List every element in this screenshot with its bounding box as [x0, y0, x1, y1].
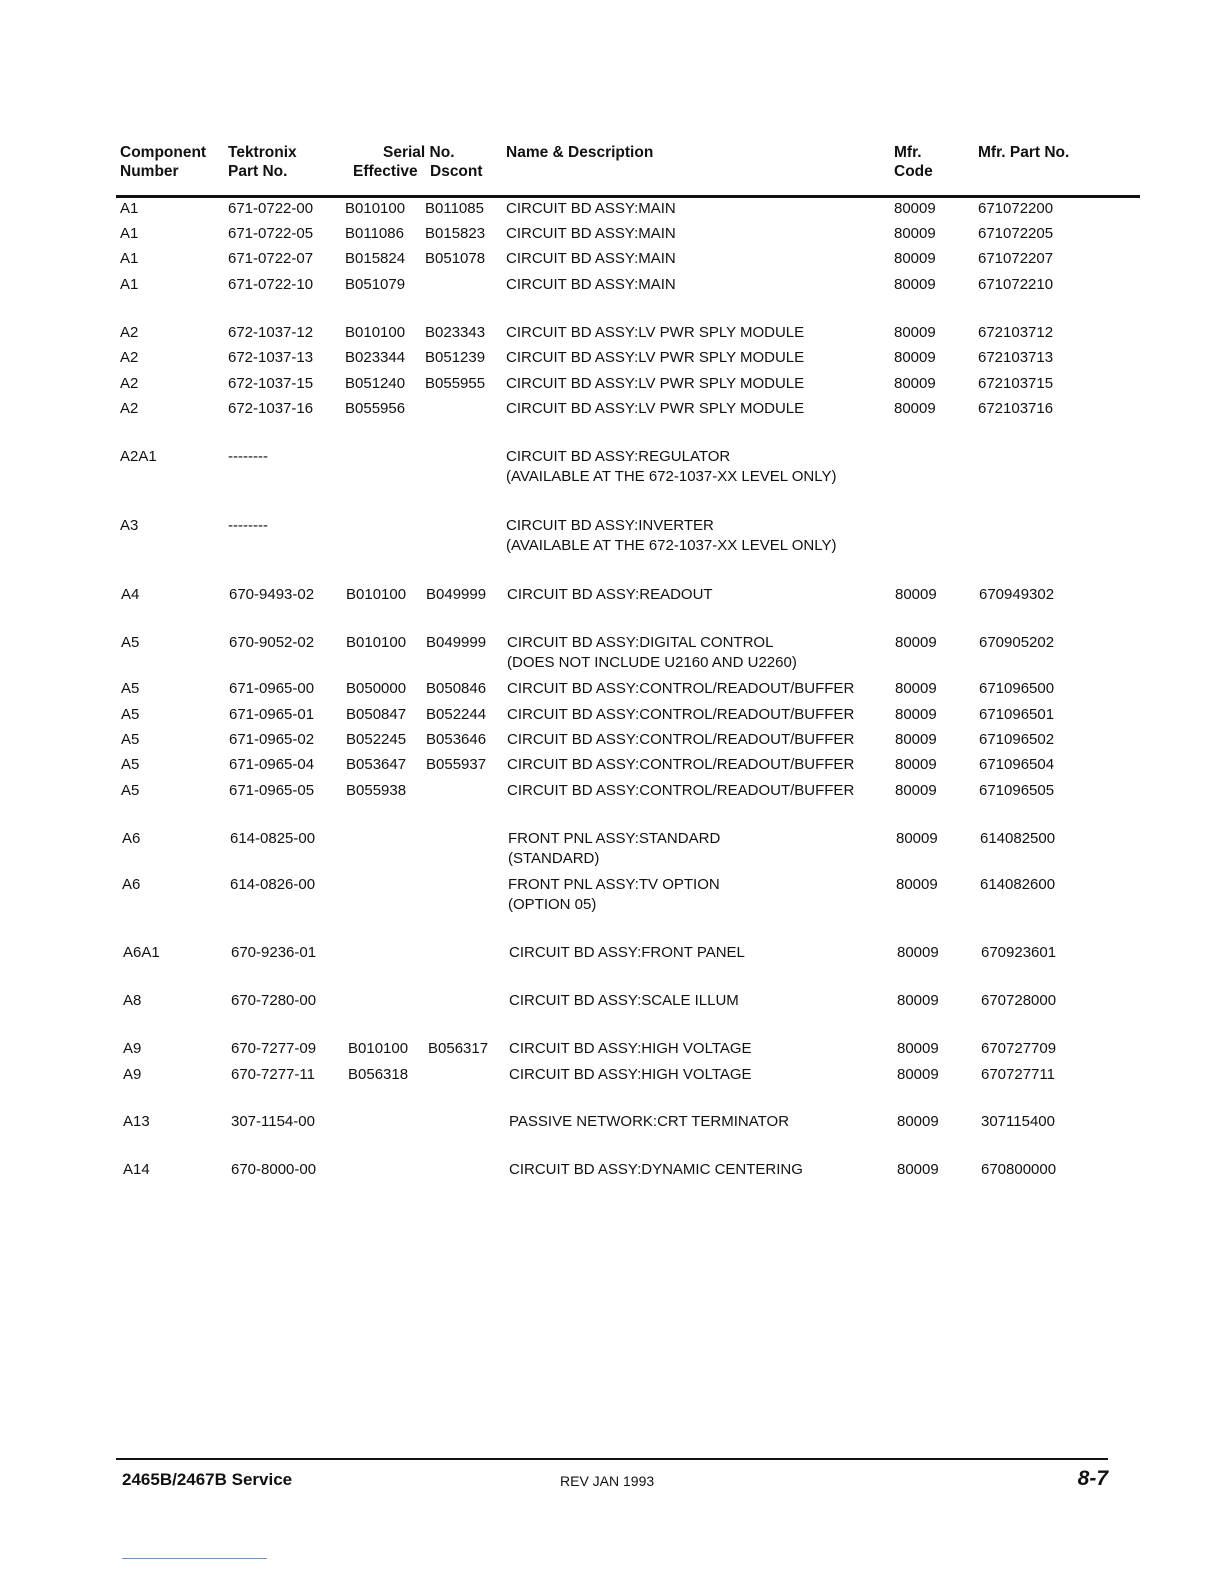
- footer-revision: REV JAN 1993: [560, 1473, 655, 1489]
- header-component-number: Component Number: [120, 144, 207, 180]
- footer-manual-title: 2465B/2467B Service: [122, 1470, 293, 1489]
- serial-effective: B023344: [345, 349, 406, 366]
- header-effective: Effective: [353, 163, 418, 180]
- serial-effective: B053647: [346, 756, 407, 773]
- component-number: A3: [120, 517, 139, 534]
- name-description: CIRCUIT BD ASSY:LV PWR SPLY MODULE: [506, 324, 805, 341]
- tektronix-part-no: 672-1037-16: [228, 400, 314, 417]
- serial-effective: B052245: [346, 731, 407, 748]
- mfr-code: 80009: [895, 731, 937, 748]
- mfr-code: 80009: [895, 756, 937, 773]
- mfr-part-no: 670728000: [981, 992, 1057, 1009]
- name-description: CIRCUIT BD ASSY:CONTROL/READOUT/BUFFER: [507, 680, 855, 697]
- serial-dscont: B053646: [426, 731, 487, 748]
- mfr-part-no: 671096505: [979, 782, 1055, 799]
- mfr-part-no: 670949302: [979, 586, 1055, 603]
- serial-dscont: B049999: [426, 634, 487, 651]
- tektronix-part-no: 614-0825-00: [230, 830, 316, 847]
- component-number: A9: [123, 1066, 142, 1083]
- mfr-part-no: 614082600: [980, 876, 1056, 893]
- tektronix-part-no: 672-1037-13: [228, 349, 314, 366]
- tektronix-part-no: 671-0722-05: [228, 225, 314, 242]
- mfr-code: 80009: [894, 225, 936, 242]
- mfr-part-no: 671072207: [978, 250, 1054, 267]
- serial-effective: B050847: [346, 706, 407, 723]
- mfr-part-no: 671096501: [979, 706, 1055, 723]
- serial-effective: B010100: [345, 200, 406, 217]
- tektronix-part-no: 672-1037-15: [228, 375, 314, 392]
- name-description: CIRCUIT BD ASSY:LV PWR SPLY MODULE: [506, 400, 805, 417]
- mfr-code: 80009: [894, 349, 936, 366]
- mfr-part-no: 671072200: [978, 200, 1054, 217]
- name-description: CIRCUIT BD ASSY:HIGH VOLTAGE: [509, 1040, 752, 1057]
- serial-dscont: B015823: [425, 225, 486, 242]
- name-description: CIRCUIT BD ASSY:DIGITAL CONTROL (DOES NOT INCLUDE U2160 AND U2260): [507, 634, 797, 671]
- serial-dscont: B051078: [425, 250, 486, 267]
- mfr-part-no: 672103713: [978, 349, 1054, 366]
- tektronix-part-no: 671-0965-01: [229, 706, 315, 723]
- mfr-code: 80009: [897, 1066, 939, 1083]
- header-mfr-code: Mfr. Code: [894, 144, 933, 180]
- serial-dscont: B049999: [426, 586, 487, 603]
- tektronix-part-no: 670-7277-11: [231, 1066, 315, 1083]
- serial-effective: B055956: [345, 400, 406, 417]
- header-tektronix-part-no: Tektronix Part No.: [228, 144, 297, 180]
- header-name-description: Name & Description: [506, 144, 654, 161]
- name-description: CIRCUIT BD ASSY:LV PWR SPLY MODULE: [506, 375, 805, 392]
- name-description: CIRCUIT BD ASSY:CONTROL/READOUT/BUFFER: [507, 731, 855, 748]
- name-description: CIRCUIT BD ASSY:READOUT: [507, 586, 713, 603]
- mfr-code: 80009: [897, 944, 939, 961]
- tektronix-part-no: 670-9236-01: [231, 944, 317, 961]
- mfr-code: 80009: [896, 830, 938, 847]
- tektronix-part-no: 670-9052-02: [229, 634, 315, 651]
- name-description: CIRCUIT BD ASSY:FRONT PANEL: [509, 944, 745, 961]
- tektronix-part-no: 307-1154-00: [231, 1113, 315, 1130]
- name-description: CIRCUIT BD ASSY:MAIN: [506, 276, 676, 293]
- serial-effective: B056318: [348, 1066, 409, 1083]
- tektronix-part-no: --------: [228, 517, 268, 534]
- mfr-part-no: 671072205: [978, 225, 1054, 242]
- tektronix-part-no: --------: [228, 448, 268, 465]
- component-number: A1: [120, 250, 139, 267]
- tektronix-part-no: 671-0965-00: [229, 680, 315, 697]
- mfr-code: 80009: [894, 200, 936, 217]
- name-description: CIRCUIT BD ASSY:HIGH VOLTAGE: [509, 1066, 752, 1083]
- component-number: A14: [123, 1161, 150, 1178]
- mfr-code: 80009: [895, 586, 937, 603]
- mfr-code: 80009: [894, 400, 936, 417]
- tektronix-part-no: 670-9493-02: [229, 586, 315, 603]
- mfr-part-no: 670800000: [981, 1161, 1057, 1178]
- component-number: A9: [123, 1040, 142, 1057]
- tektronix-part-no: 671-0722-07: [228, 250, 314, 267]
- name-description: CIRCUIT BD ASSY:INVERTER (AVAILABLE AT THE 672-1037-XX LEVEL ONLY): [506, 517, 837, 554]
- mfr-code: 80009: [897, 1161, 939, 1178]
- component-number: A5: [121, 756, 140, 773]
- name-description: CIRCUIT BD ASSY:MAIN: [506, 200, 676, 217]
- component-number: A2: [120, 400, 139, 417]
- serial-effective: B010100: [346, 586, 407, 603]
- mfr-part-no: 672103716: [978, 400, 1054, 417]
- serial-dscont: B051239: [425, 349, 486, 366]
- component-number: A5: [121, 731, 140, 748]
- serial-dscont: B052244: [426, 706, 487, 723]
- tektronix-part-no: 671-0965-04: [229, 756, 315, 773]
- mfr-code: 80009: [895, 680, 937, 697]
- tektronix-part-no: 670-7280-00: [231, 992, 317, 1009]
- mfr-part-no: 670727711: [981, 1066, 1055, 1083]
- serial-effective: B010100: [345, 324, 406, 341]
- name-description: CIRCUIT BD ASSY:MAIN: [506, 225, 676, 242]
- component-number: A8: [123, 992, 142, 1009]
- serial-effective: B010100: [348, 1040, 409, 1057]
- mfr-part-no: 670923601: [981, 944, 1057, 961]
- component-number: A5: [121, 782, 140, 799]
- component-number: A2: [120, 324, 139, 341]
- scan-artifact-line: [122, 1558, 267, 1559]
- serial-dscont: B056317: [428, 1040, 489, 1057]
- tektronix-part-no: 614-0826-00: [230, 876, 316, 893]
- mfr-code: 80009: [894, 276, 936, 293]
- serial-dscont: B055955: [425, 375, 486, 392]
- name-description: CIRCUIT BD ASSY:CONTROL/READOUT/BUFFER: [507, 706, 855, 723]
- component-number: A4: [121, 586, 140, 603]
- tektronix-part-no: 670-8000-00: [231, 1161, 317, 1178]
- serial-dscont: B011085: [425, 200, 484, 217]
- serial-dscont: B023343: [425, 324, 486, 341]
- component-number: A6A1: [123, 944, 160, 961]
- serial-effective: B011086: [345, 225, 404, 242]
- component-number: A5: [121, 680, 140, 697]
- name-description: CIRCUIT BD ASSY:CONTROL/READOUT/BUFFER: [507, 756, 855, 773]
- header-rule: [116, 195, 1140, 198]
- tektronix-part-no: 671-0722-10: [228, 276, 314, 293]
- name-description: PASSIVE NETWORK:CRT TERMINATOR: [509, 1113, 790, 1130]
- name-description: FRONT PNL ASSY:STANDARD (STANDARD): [508, 830, 721, 867]
- mfr-part-no: 671096502: [979, 731, 1055, 748]
- mfr-code: 80009: [895, 634, 937, 651]
- tektronix-part-no: 670-7277-09: [231, 1040, 317, 1057]
- serial-dscont: B050846: [426, 680, 487, 697]
- mfr-part-no: 672103712: [978, 324, 1054, 341]
- name-description: CIRCUIT BD ASSY:CONTROL/READOUT/BUFFER: [507, 782, 855, 799]
- serial-effective: B055938: [346, 782, 407, 799]
- mfr-part-no: 671096504: [979, 756, 1055, 773]
- tektronix-part-no: 671-0722-00: [228, 200, 314, 217]
- name-description: CIRCUIT BD ASSY:MAIN: [506, 250, 676, 267]
- serial-effective: B051240: [345, 375, 406, 392]
- tektronix-part-no: 672-1037-12: [228, 324, 314, 341]
- name-description: CIRCUIT BD ASSY:REGULATOR (AVAILABLE AT THE 672-1037-XX LEVEL ONLY): [506, 448, 837, 485]
- mfr-code: 80009: [894, 324, 936, 341]
- component-number: A6: [122, 876, 141, 893]
- serial-effective: B015824: [345, 250, 406, 267]
- serial-effective: B050000: [346, 680, 407, 697]
- serial-effective: B010100: [346, 634, 407, 651]
- component-number: A1: [120, 276, 139, 293]
- mfr-code: 80009: [896, 876, 938, 893]
- mfr-part-no: 671072210: [978, 276, 1054, 293]
- name-description: CIRCUIT BD ASSY:LV PWR SPLY MODULE: [506, 349, 805, 366]
- mfr-part-no: 672103715: [978, 375, 1054, 392]
- mfr-part-no: 307115400: [981, 1113, 1055, 1130]
- name-description: FRONT PNL ASSY:TV OPTION (OPTION 05): [508, 876, 720, 913]
- component-number: A2: [120, 375, 139, 392]
- mfr-code: 80009: [894, 375, 936, 392]
- mfr-code: 80009: [897, 992, 939, 1009]
- serial-dscont: B055937: [426, 756, 487, 773]
- header-mfr-part-no: Mfr. Part No.: [978, 144, 1070, 161]
- mfr-code: 80009: [895, 782, 937, 799]
- header-serial-no: Serial No.: [383, 144, 455, 161]
- component-number: A13: [123, 1113, 150, 1130]
- mfr-part-no: 670905202: [979, 634, 1055, 651]
- component-number: A6: [122, 830, 141, 847]
- name-description: CIRCUIT BD ASSY:SCALE ILLUM: [509, 992, 739, 1009]
- component-number: A1: [120, 200, 139, 217]
- name-description: CIRCUIT BD ASSY:DYNAMIC CENTERING: [509, 1161, 803, 1178]
- mfr-code: 80009: [894, 250, 936, 267]
- component-number: A5: [121, 634, 140, 651]
- mfr-code: 80009: [897, 1040, 939, 1057]
- tektronix-part-no: 671-0965-05: [229, 782, 315, 799]
- component-number: A2A1: [120, 448, 157, 465]
- header-dscont: Dscont: [430, 163, 483, 180]
- footer-rule: [116, 1458, 1108, 1460]
- component-number: A1: [120, 225, 139, 242]
- component-number: A5: [121, 706, 140, 723]
- tektronix-part-no: 671-0965-02: [229, 731, 315, 748]
- mfr-code: 80009: [897, 1113, 939, 1130]
- mfr-part-no: 614082500: [980, 830, 1056, 847]
- mfr-code: 80009: [895, 706, 937, 723]
- component-number: A2: [120, 349, 139, 366]
- mfr-part-no: 671096500: [979, 680, 1055, 697]
- mfr-part-no: 670727709: [981, 1040, 1057, 1057]
- footer-page-number: 8-7: [1077, 1467, 1108, 1490]
- serial-effective: B051079: [345, 276, 406, 293]
